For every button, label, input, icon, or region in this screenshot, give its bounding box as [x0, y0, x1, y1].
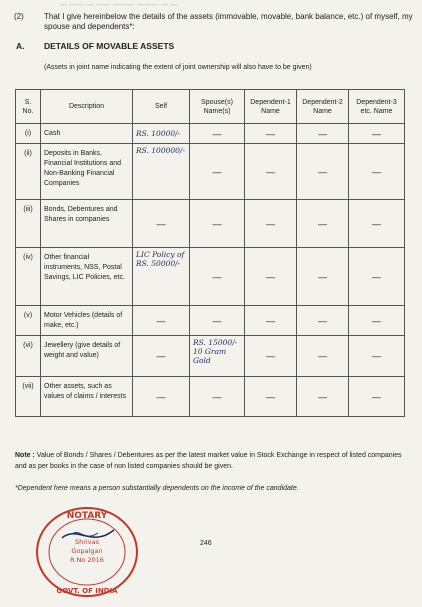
self-value: —	[133, 377, 190, 417]
header-dependent-1: Dependent-1 Name	[245, 90, 297, 124]
dependent-2-value: —	[297, 144, 349, 200]
self-value: —	[133, 306, 190, 336]
self-value: —	[133, 336, 190, 377]
row-number: (vi)	[16, 336, 41, 377]
table-row	[16, 306, 405, 336]
paragraph-text: That I give hereinbelow the details of the assets (immovable, movable, bank balance, etc.) of myself, my spouse and dependents*:	[44, 12, 413, 31]
note-text: Value of Bonds / Shares / Debentures as per the latest market value in Stock Exchange in respect of listed companies and as per books in the case of non listed companies should be given.	[15, 452, 402, 470]
notary-seal	[32, 500, 142, 600]
dependent-3-value: —	[349, 200, 405, 248]
header-description: Description	[41, 90, 133, 124]
spouse-value: —	[190, 306, 245, 336]
dependent-3-value: —	[349, 124, 405, 144]
seal-line: Shrivas	[75, 538, 99, 546]
spouse-value: —	[190, 124, 245, 144]
dependent-2-value: —	[297, 248, 349, 306]
self-value: LIC Policy of RS. 50000/-	[133, 248, 190, 306]
seal-line: Gopalgan	[71, 547, 103, 555]
dependent-1-value: —	[245, 124, 297, 144]
spouse-value: —	[190, 144, 245, 200]
dependent-3-value: —	[349, 248, 405, 306]
valuation-note	[15, 450, 410, 472]
dependent-3-value: —	[349, 377, 405, 417]
section-number: A.	[16, 41, 25, 51]
dependent-footnote: *Dependent here means a person substantially dependents on the income of the candidate.	[15, 485, 299, 492]
table-header-row	[16, 90, 405, 124]
self-value: RS. 10000/-	[133, 124, 190, 144]
row-description: Other financial instruments, NSS, Postal Savings, LIC Policies, etc.	[41, 248, 133, 306]
seal-line: R.No 2016	[70, 556, 104, 564]
header-self: Self	[133, 90, 190, 124]
table-row	[16, 144, 405, 200]
self-value: RS. 100000/-	[133, 144, 190, 200]
dependent-1-value: —	[245, 200, 297, 248]
table-row	[16, 124, 405, 144]
row-description: Other assets, such as values of claims / interests	[41, 377, 133, 417]
section-title: DETAILS OF MOVABLE ASSETS	[44, 41, 175, 51]
row-description: Cash	[41, 124, 133, 144]
paragraph-number: (2)	[14, 12, 24, 21]
dependent-3-value: —	[349, 144, 405, 200]
row-number: (v)	[16, 306, 41, 336]
header-dependent-3: Dependent-3 etc. Name	[349, 90, 405, 124]
note-label: Note :	[15, 452, 35, 459]
dependent-1-value: —	[245, 306, 297, 336]
header-spouse: Spouse(s) Name(s)	[190, 90, 245, 124]
dependent-2-value: —	[297, 377, 349, 417]
spouse-value: —	[190, 377, 245, 417]
spouse-value: RS. 15000/- 10 Gram Gold	[190, 336, 245, 377]
dependent-1-value: —	[245, 336, 297, 377]
dependent-2-value: —	[297, 336, 349, 377]
dependent-2-value: —	[297, 200, 349, 248]
row-number: (ii)	[16, 144, 41, 200]
dependent-2-value: —	[297, 124, 349, 144]
row-description: Deposits in Banks, Financial Institutions and Non-Banking Financial Companies	[41, 144, 133, 200]
page-number: 246	[200, 540, 212, 547]
section-subtitle: (Assets in joint name indicating the extent of joint ownership will also have to be given)	[44, 64, 312, 71]
table-row	[16, 200, 405, 248]
row-number: (iv)	[16, 248, 41, 306]
dependent-1-value: —	[245, 377, 297, 417]
row-number: (i)	[16, 124, 41, 144]
row-description: Bonds, Debentures and Shares in companies	[41, 200, 133, 248]
spouse-value: —	[190, 200, 245, 248]
dependent-1-value: —	[245, 248, 297, 306]
seal-bottom-text: GOVT. OF INDIA	[56, 587, 118, 595]
signature-scrawl	[62, 530, 114, 538]
table-row	[16, 377, 405, 417]
header-dependent-2: Dependent-2 Name	[297, 90, 349, 124]
row-number: (vii)	[16, 377, 41, 417]
seal-top-text: NOTARY	[66, 511, 108, 521]
table-row	[16, 248, 405, 306]
self-value: —	[133, 200, 190, 248]
table-row	[16, 336, 405, 377]
movable-assets-table	[15, 89, 405, 417]
row-description: Motor Vehicles (details of make, etc.)	[41, 306, 133, 336]
row-number: (iii)	[16, 200, 41, 248]
spouse-value: —	[190, 248, 245, 306]
dependent-2-value: —	[297, 306, 349, 336]
header-sno: S. No.	[16, 90, 41, 124]
row-description: Jewellery (give details of weight and value)	[41, 336, 133, 377]
dependent-1-value: —	[245, 144, 297, 200]
bleed-through-text: — —— — —— ——— ——— — —	[60, 2, 178, 9]
dependent-3-value: —	[349, 336, 405, 377]
dependent-3-value: —	[349, 306, 405, 336]
